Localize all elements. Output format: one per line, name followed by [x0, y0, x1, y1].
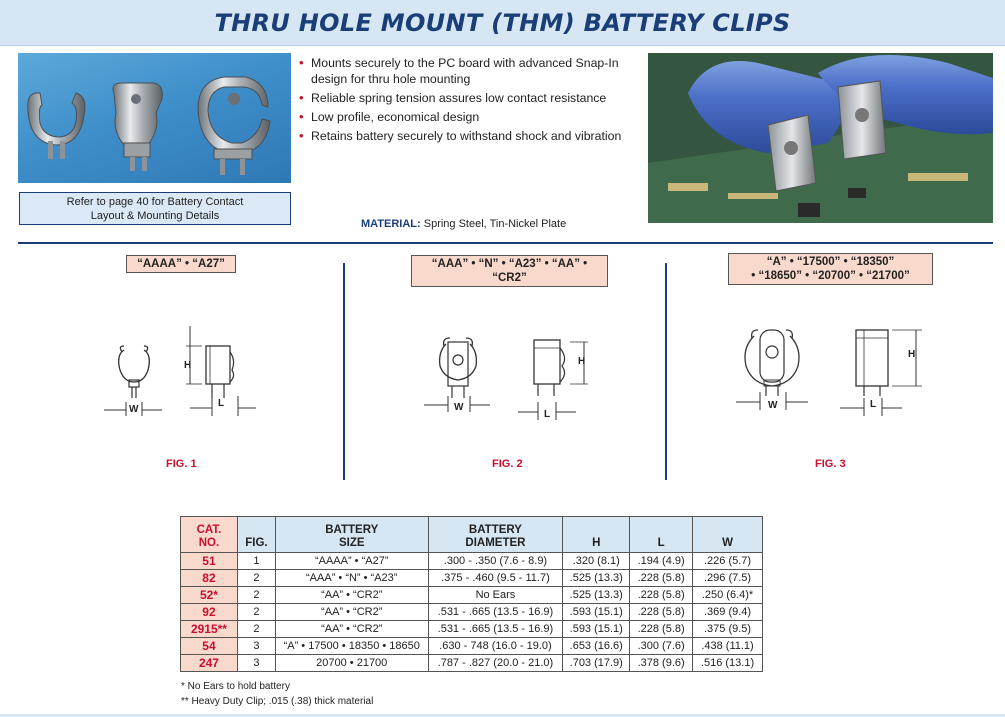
- fig2-size-label: [411, 255, 608, 287]
- size-cell: “AA” • “CR2”: [275, 587, 428, 604]
- cat-no-cell: 92: [181, 604, 238, 621]
- material-label: MATERIAL:: [361, 218, 421, 230]
- fig1-size-label: [126, 255, 236, 273]
- cat-no-cell: 82: [181, 570, 238, 587]
- l-cell: .228 (5.8): [630, 604, 693, 621]
- w-cell: .226 (5.7): [693, 553, 763, 570]
- size-cell: “AAAA” • “A27”: [275, 553, 428, 570]
- h-cell: .593 (15.1): [563, 621, 630, 638]
- table-row: [181, 621, 763, 638]
- pcb-application-photo: [648, 53, 993, 223]
- diameter-cell: .630 - 748 (16.0 - 19.0): [428, 638, 563, 655]
- fig3-drawing: [732, 322, 932, 417]
- table-header-row: [181, 517, 763, 553]
- w-cell: .296 (7.5): [693, 570, 763, 587]
- cat-no-cell: 51: [181, 553, 238, 570]
- fig-cell: 2: [237, 621, 275, 638]
- diameter-cell: No Ears: [428, 587, 563, 604]
- feature-item: • Retains battery securely to withstand shock and vibration: [297, 128, 642, 144]
- spec-table: [180, 516, 763, 672]
- diameter-cell: .300 - .350 (7.6 - 8.9): [428, 553, 563, 570]
- w-cell: .375 (9.5): [693, 621, 763, 638]
- material-value: Spring Steel, Tin-Nickel Plate: [420, 218, 567, 230]
- feature-list: [297, 55, 642, 147]
- fig1-w-label: W: [129, 404, 139, 415]
- fig2-caption: FIG. 2: [492, 458, 523, 470]
- w-cell: .369 (9.4): [693, 604, 763, 621]
- fig1-caption: FIG. 1: [166, 458, 197, 470]
- col-header-size: BATTERY SIZE: [275, 517, 428, 553]
- h-cell: .653 (16.6): [563, 638, 630, 655]
- fig-cell: 2: [237, 587, 275, 604]
- page-title: THRU HOLE MOUNT (THM) BATTERY CLIPS: [214, 9, 791, 37]
- battery-clips-illustration: [18, 53, 291, 183]
- size-cell: “AA” • “CR2”: [275, 604, 428, 621]
- fig2-w-label: W: [454, 402, 464, 413]
- figure-divider: [343, 263, 345, 480]
- col-header-diameter: BATTERY DIAMETER: [428, 517, 563, 553]
- table-row: [181, 553, 763, 570]
- fig2-h-label: H: [578, 356, 586, 367]
- w-cell: .516 (13.1): [693, 655, 763, 672]
- fig3-l-label: L: [870, 399, 877, 410]
- feature-item: • Mounts securely to the PC board with advanced Snap-In design for thru hole mounting: [297, 55, 642, 87]
- l-cell: .228 (5.8): [630, 570, 693, 587]
- size-cell: 20700 • 21700: [275, 655, 428, 672]
- diameter-cell: .787 - .827 (20.0 - 21.0): [428, 655, 563, 672]
- fig1-h-label: H: [184, 360, 192, 371]
- table-notes: [181, 679, 373, 709]
- fig-cell: 2: [237, 570, 275, 587]
- table-row: [181, 587, 763, 604]
- title-bar: [0, 0, 1005, 46]
- material-line: [361, 218, 566, 230]
- col-header-h: H: [563, 517, 630, 553]
- pcb-batteries-illustration: [648, 53, 993, 223]
- feature-item: • Reliable spring tension assures low contact resistance: [297, 90, 642, 106]
- fig-cell: 2: [237, 604, 275, 621]
- diameter-cell: .531 - .665 (13.5 - 16.9): [428, 604, 563, 621]
- fig2-l-label: L: [544, 409, 551, 420]
- col-header-cat: CAT. NO.: [181, 517, 238, 553]
- note-line: ** Heavy Duty Clip; .015 (.38) thick material: [181, 696, 374, 707]
- fig3-size-label: [728, 253, 933, 285]
- size-cell: “AA” • “CR2”: [275, 621, 428, 638]
- fig1-l-label: L: [218, 398, 225, 409]
- h-cell: .593 (15.1): [563, 604, 630, 621]
- table-row: [181, 604, 763, 621]
- feature-item: • Low profile, economical design: [297, 109, 642, 125]
- l-cell: .300 (7.6): [630, 638, 693, 655]
- h-cell: .703 (17.9): [563, 655, 630, 672]
- diameter-cell: .375 - .460 (9.5 - 11.7): [428, 570, 563, 587]
- cat-no-cell: 52*: [181, 587, 238, 604]
- h-cell: .525 (13.3): [563, 587, 630, 604]
- size-cell: “AAA” • “N” • “A23”: [275, 570, 428, 587]
- table-row: [181, 638, 763, 655]
- fig1-drawing: [96, 320, 266, 420]
- reference-line-2: Layout & Mounting Details: [90, 210, 220, 222]
- battery-clips-photo: [18, 53, 291, 183]
- l-cell: .194 (4.9): [630, 553, 693, 570]
- fig1-sizes: “AAAA” • “A27”: [137, 258, 225, 270]
- l-cell: .228 (5.8): [630, 621, 693, 638]
- col-header-l: L: [630, 517, 693, 553]
- fig3-sizes-line-2: • “18650” • “20700” • “21700”: [751, 270, 910, 282]
- figure-divider: [665, 263, 667, 480]
- fig-cell: 3: [237, 655, 275, 672]
- fig3-caption: FIG. 3: [815, 458, 846, 470]
- l-cell: .378 (9.6): [630, 655, 693, 672]
- h-cell: .525 (13.3): [563, 570, 630, 587]
- reference-note: [19, 192, 291, 225]
- note-line: * No Ears to hold battery: [181, 681, 290, 692]
- col-header-fig: FIG.: [237, 517, 275, 553]
- fig2-drawing: [420, 330, 600, 425]
- fig3-w-label: W: [768, 400, 778, 411]
- h-cell: .320 (8.1): [563, 553, 630, 570]
- l-cell: .228 (5.8): [630, 587, 693, 604]
- w-cell: .250 (6.4)*: [693, 587, 763, 604]
- fig-cell: 1: [237, 553, 275, 570]
- section-divider: [18, 242, 993, 244]
- table-row: [181, 570, 763, 587]
- size-cell: “A” • 17500 • 18350 • 18650: [275, 638, 428, 655]
- col-header-w: W: [693, 517, 763, 553]
- fig2-sizes: “AAA” • “N” • “A23” • “AA” • “CR2”: [431, 258, 588, 284]
- cat-no-cell: 2915**: [181, 621, 238, 638]
- cat-no-cell: 247: [181, 655, 238, 672]
- fig3-sizes-line-1: “A” • “17500” • “18350”: [766, 256, 895, 268]
- fig3-h-label: H: [908, 349, 916, 360]
- diameter-cell: .531 - .665 (13.5 - 16.9): [428, 621, 563, 638]
- table-row: [181, 655, 763, 672]
- fig-cell: 3: [237, 638, 275, 655]
- cat-no-cell: 54: [181, 638, 238, 655]
- w-cell: .438 (11.1): [693, 638, 763, 655]
- reference-line-1: Refer to page 40 for Battery Contact: [66, 196, 244, 208]
